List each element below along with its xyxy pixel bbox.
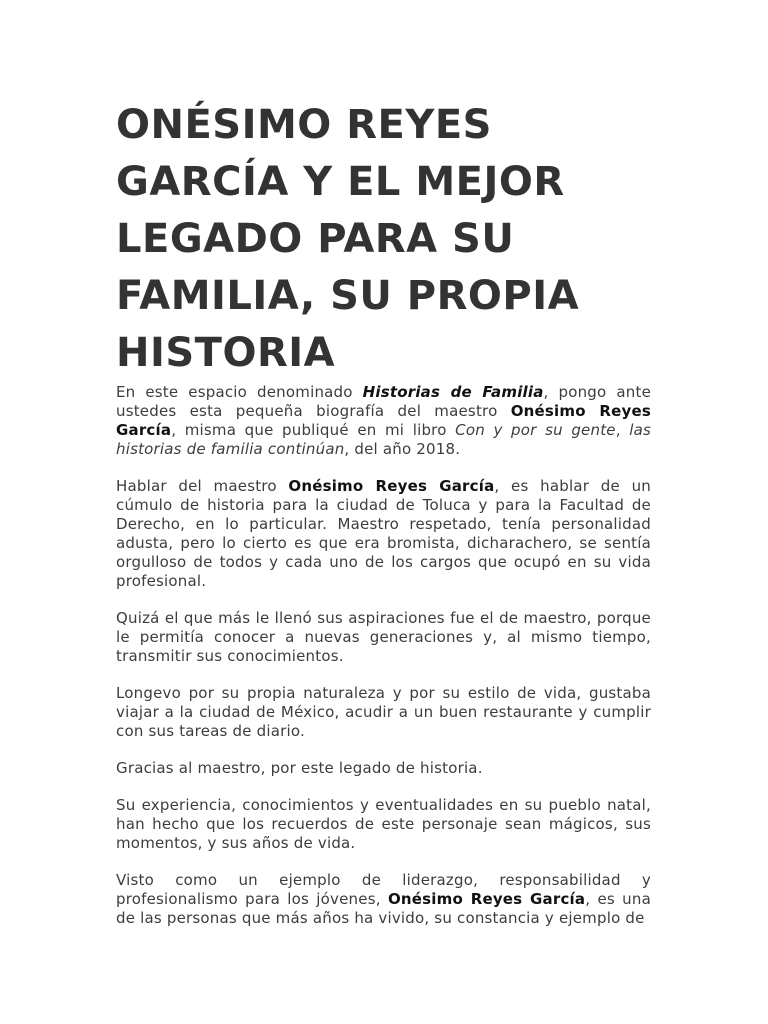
person-name: Onésimo Reyes García <box>288 477 495 495</box>
text-run: , pongo ante ustedes esta pequeña biografía del maestro <box>116 383 651 420</box>
series-name: Historias de Familia <box>362 383 544 401</box>
text-run: , <box>615 421 630 439</box>
title-line: HISTORIA <box>116 330 336 376</box>
title-line: LEGADO PARA SU <box>116 216 515 262</box>
text-run: , del año 2018. <box>344 440 461 458</box>
person-name: Onésimo Reyes García <box>387 890 586 908</box>
paragraph-4: Longevo por su propia naturaleza y por su estilo de vida, gustaba viajar a la ciudad de México, acudir a un buen restaurante y cumplir con sus tareas de diario. <box>116 684 651 740</box>
text-run: , es hablar de un cúmulo de historia para la ciudad de Toluca y para la Facultad de Derecho, en lo particular. Maestro respetado, tenía personalidad adusta, pero lo cierto es que era bromista, dicharachero, se sentía orgulloso de todos y cada uno de los cargos que ocupó en su vida profesional. <box>116 477 651 590</box>
person-name: Onésimo Reyes García <box>116 402 651 439</box>
text-run: , misma que publiqué en mi libro <box>171 421 456 439</box>
book-title: Con y por su gente <box>455 421 616 439</box>
book-subtitle: las historias de familia continúan <box>116 421 651 458</box>
text-run: Visto como un ejemplo de liderazgo, responsabilidad y profesionalismo para los jóvenes, <box>116 871 651 908</box>
article <box>116 97 651 946</box>
text-run: , es una de las personas que más años ha vivido, su constancia y ejemplo de <box>116 890 651 927</box>
paragraph-2 <box>116 477 651 591</box>
text-run: Hablar del maestro <box>116 477 289 495</box>
title-line: FAMILIA, SU PROPIA <box>116 273 580 319</box>
paragraph-7 <box>116 871 651 928</box>
text-run: En este espacio denominado <box>116 383 363 401</box>
paragraph-intro <box>116 383 651 459</box>
title-line: ONÉSIMO REYES <box>116 102 492 148</box>
paragraph-5: Gracias al maestro, por este legado de historia. <box>116 759 483 777</box>
article-title <box>116 97 651 382</box>
paragraph-6: Su experiencia, conocimientos y eventualidades en su pueblo natal, han hecho que los recuerdos de este personaje sean mágicos, sus momentos, y sus años de vida. <box>116 796 651 852</box>
paragraph-3: Quizá el que más le llenó sus aspiraciones fue el de maestro, porque le permitía conocer a nuevas generaciones y, al mismo tiempo, transmitir sus conocimientos. <box>116 609 651 665</box>
title-line: GARCÍA Y EL MEJOR <box>116 159 565 205</box>
